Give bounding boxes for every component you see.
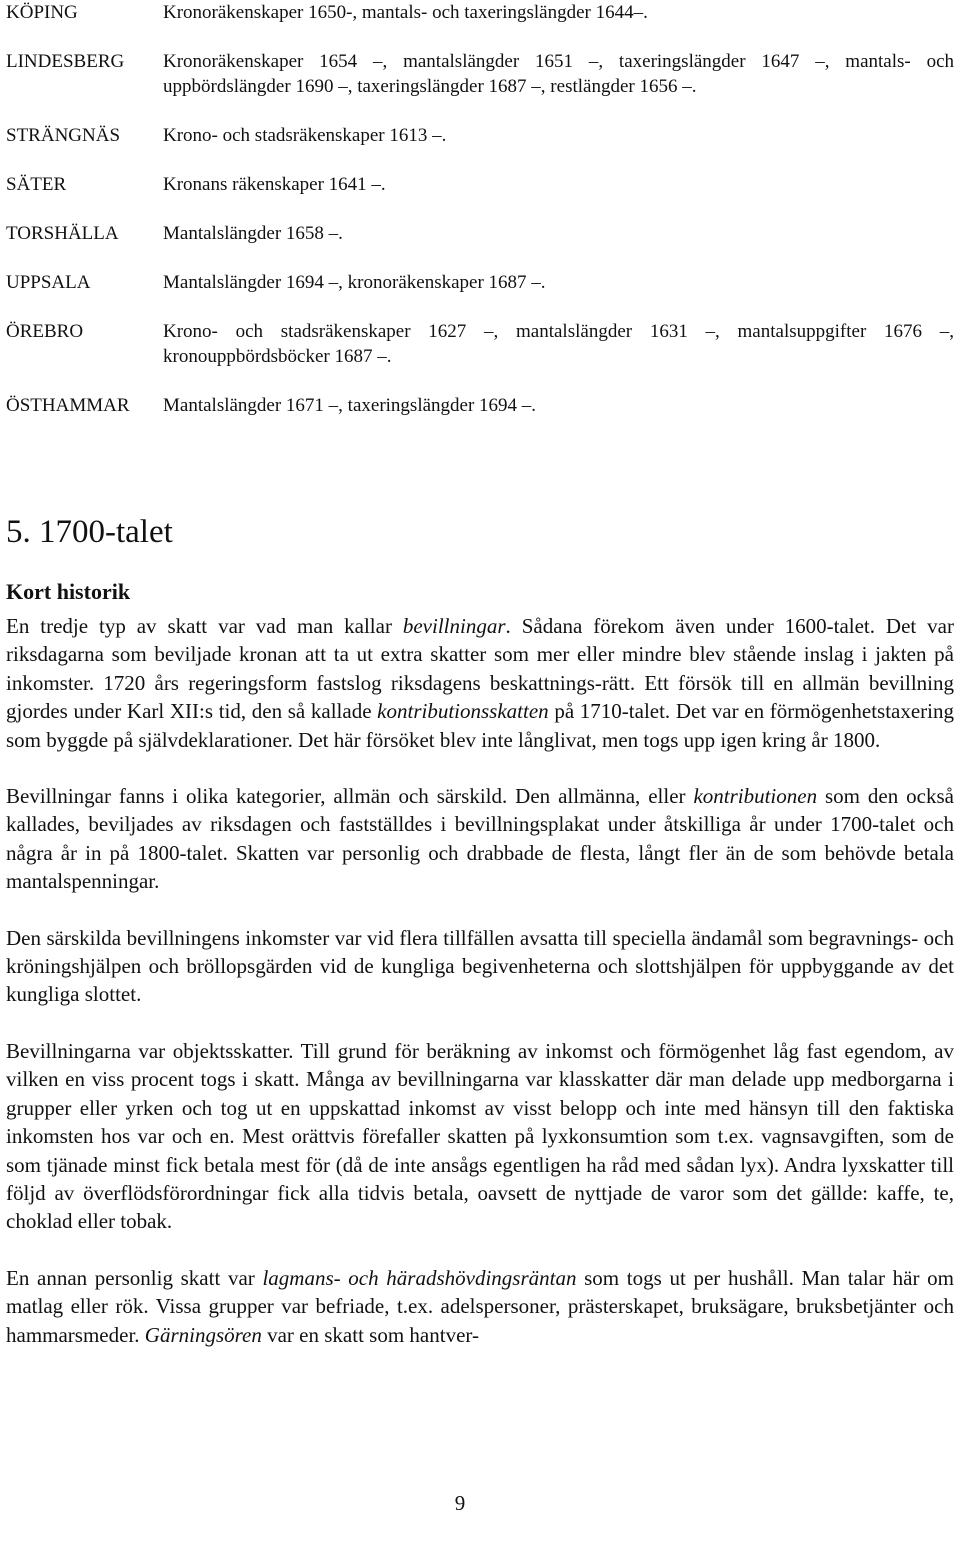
list-item (6, 49, 954, 99)
paragraph (6, 782, 954, 896)
paragraph-text: som den också kallades, beviljades av riksdagen och fastställdes i bevillningsplakat under åtskilliga år under 1700-talet och några år in på 1800-talet. Skatten var personlig och drabbade de flesta, långt fler än de som behövde betala mantalspenningar. (6, 784, 954, 894)
place-description: Krono- och stadsräkenskaper 1613 –. (163, 125, 447, 146)
paragraph-text: på 1710-talet. Det var en förmögenhetstaxering som byggde på självdeklarationer. Det här försöket blev inte långlivat, men togs upp igen kring år 1800. (6, 699, 954, 752)
place-description: Kronoräkenskaper 1650-, mantals- och taxeringslängder 1644–. (163, 2, 648, 23)
place-name: STRÄNGNÄS (6, 125, 121, 146)
list-item (6, 270, 954, 295)
place-description: Kronoräkenskaper 1654 –, mantalslängder 1651 –, taxeringslängder 1647 –, mantals- och uppbördslängder 1690 –, taxeringslängder 1687 –, restlängder 1656 –. (163, 51, 954, 97)
paragraph-text: En tredje typ av skatt var vad man kallar (6, 614, 403, 638)
place-description: Mantalslängder 1658 –. (163, 223, 343, 244)
place-name: UPPSALA (6, 272, 91, 293)
sub-heading: Kort historik (6, 579, 131, 604)
list-item (6, 221, 954, 246)
italic-term: Gärningsören (144, 1322, 262, 1347)
place-description: Mantalslängder 1671 –, taxeringslängder 1694 –. (163, 395, 537, 416)
place-name: ÖREBRO (6, 321, 84, 342)
list-item (6, 393, 954, 418)
paragraph: Den särskilda bevillningens inkomster var vid flera tillfällen avsatta till speciella ändamål som begravnings- och kröningshjälpen och bröllopsgärden vid de kungliga begivenheterna och slottshjälpen för uppbyggande av det kungliga slottet. (6, 925, 954, 1007)
list-item (6, 0, 954, 25)
paragraph (6, 1264, 954, 1349)
paragraph: Bevillningarna var objektsskatter. Till grund för beräkning av inkomst och förmögenhet låg fast egendom, av vilken en viss procent togs i skatt. Många av bevillningarna var klasskatter där man delade upp medborgarna i grupper eller yrken och tog ut en uppskattad inkomst av visst belopp och inte med hänsyn till den faktiska inkomsten hos var och en. Mest orättvis förefaller skatten på lyxkonsumtion som t.ex. vagnsavgiften, som de som tjänade minst fick betala mest för (då de inte ansågs egentligen ha råd med sådan lyx). Andra lyxskatter till följd av överflödsförordningar fick alla tidvis betala, oavsett de nyttjade de varor som det gällde: kaffe, te, choklad eller tobak. (6, 1038, 954, 1234)
place-name: KÖPING (6, 2, 78, 23)
section-heading: 5. 1700-talet (6, 514, 173, 550)
list-item (6, 172, 954, 197)
body-text (6, 612, 954, 1349)
place-name: SÄTER (6, 174, 67, 195)
paragraph-text: . Sådana förekom även under 1600-talet. Det var riksdagarna som beviljade kronan att ta ut extra skatter som mer eller mindre blev stående inslag i jakten på inkomster. 1720 års regeringsform fastslog riksdagens beskattnings-rätt. Ett försök till en allmän bevillning gjordes under Karl XII:s tid, den så kallade (6, 614, 954, 724)
place-description: Kronans räkenskaper 1641 –. (163, 174, 386, 195)
place-name: TORSHÄLLA (6, 223, 119, 244)
list-item (6, 319, 954, 369)
italic-term: kontributionen (693, 784, 818, 809)
place-description: Mantalslängder 1694 –, kronoräkenskaper 1687 –. (163, 272, 546, 293)
paragraph (6, 612, 954, 754)
place-archive-list (6, 0, 954, 418)
page-number: 9 (454, 1491, 466, 1515)
place-name: LINDESBERG (6, 51, 125, 72)
italic-term: kontributionsskatten (377, 699, 549, 724)
italic-term: bevillningar (402, 614, 506, 638)
paragraph-text: En annan personlig skatt var (6, 1265, 263, 1290)
place-description: Krono- och stadsräkenskaper 1627 –, mantalslängder 1631 –, mantalsuppgifter 1676 –, kronouppbördsböcker 1687 –. (163, 321, 954, 367)
italic-term: lagmans- och häradshövdingsräntan (262, 1265, 577, 1290)
paragraph-text: Bevillningar fanns i olika kategorier, allmän och särskild. Den allmänna, eller (6, 784, 694, 809)
place-name: ÖSTHAMMAR (6, 395, 130, 416)
paragraph-text: som togs ut per hushåll. Man talar här om matlag eller rök. Vissa grupper var befriade, t.ex. adelspersoner, prästerskapet, bruksägare, bruksbetjänter och hammarsmeder. (6, 1265, 954, 1347)
list-item (6, 123, 954, 148)
paragraph-text: var en skatt som hantver- (261, 1322, 479, 1347)
